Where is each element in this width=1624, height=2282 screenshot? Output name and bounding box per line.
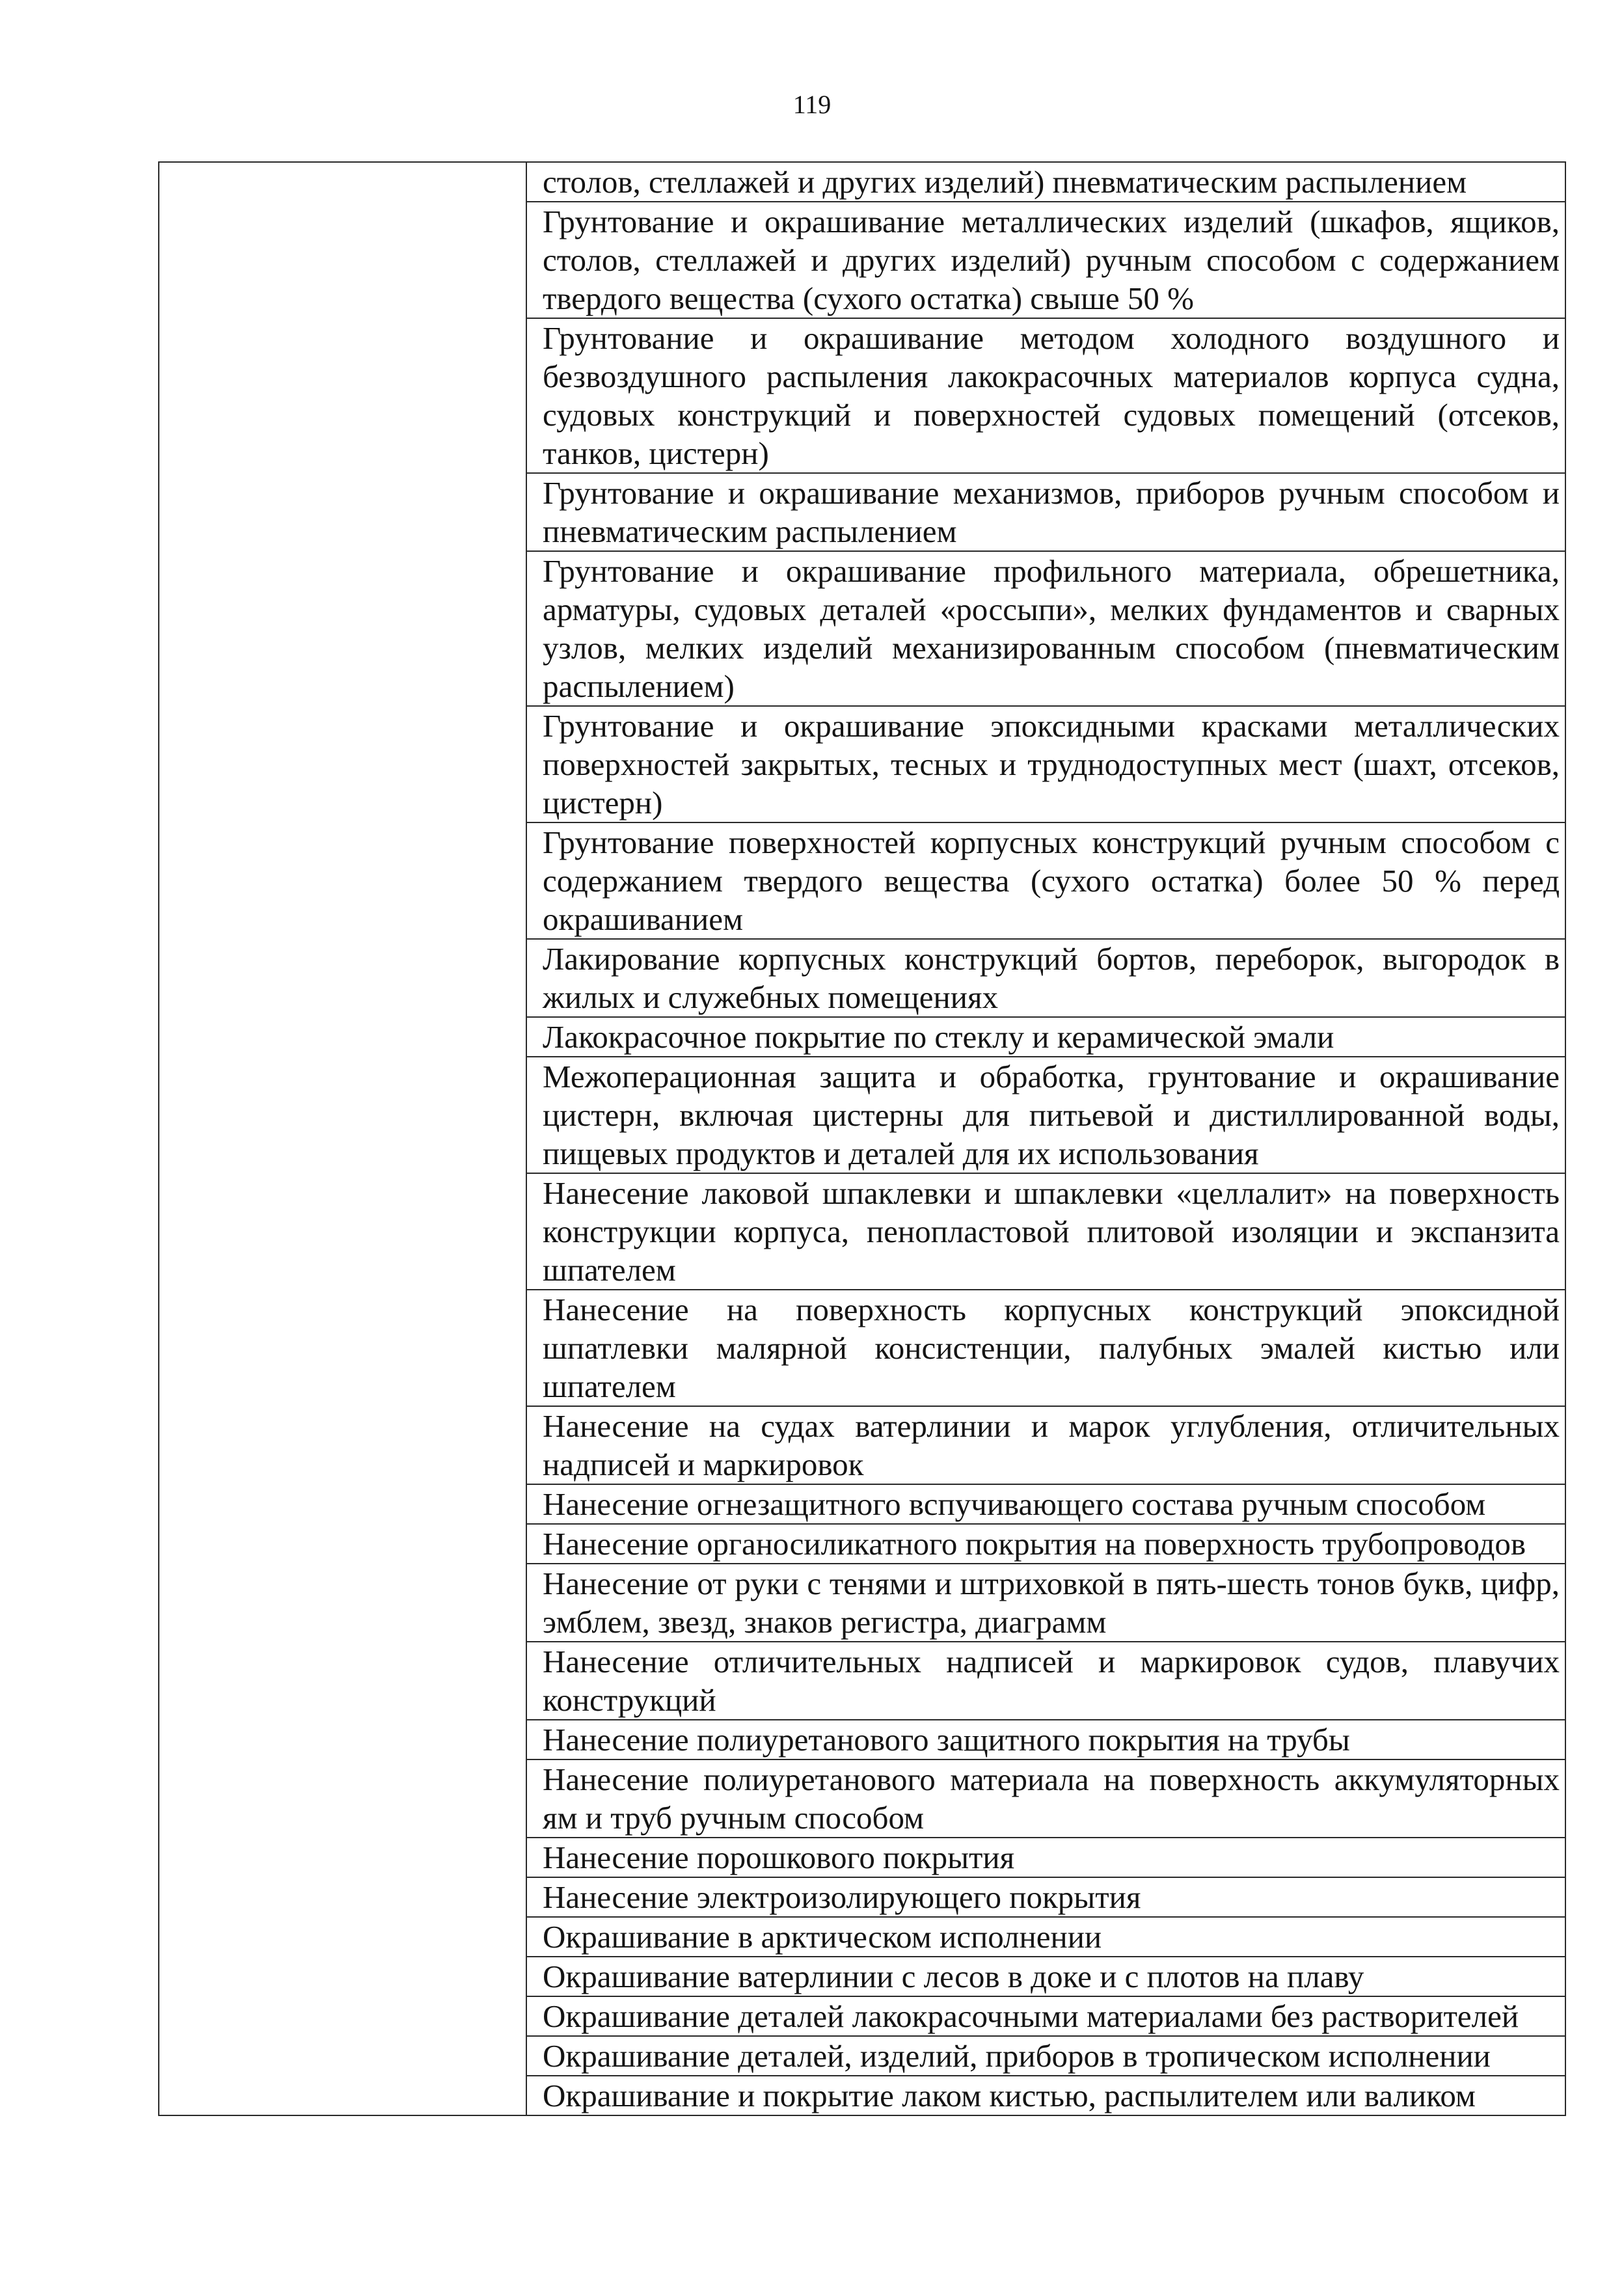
- table-cell: [526, 473, 1565, 551]
- table-cell: [526, 1173, 1565, 1290]
- table-cell: [526, 822, 1565, 939]
- table-cell: [526, 1564, 1565, 1642]
- cell-text: Грунтование поверхностей корпусных конструкций ручным способом с содержанием твердого вещества (сухого остатка) более 50 % перед окрашиванием: [543, 824, 1560, 937]
- table-cell: [526, 1957, 1565, 1996]
- table-cell: [526, 551, 1565, 706]
- table-cell: [526, 202, 1565, 318]
- cell-text: Нанесение органосиликатного покрытия на поверхность трубопроводов: [543, 1526, 1526, 1562]
- table-cell: [526, 162, 1565, 202]
- table-cell: [526, 1720, 1565, 1759]
- cell-text: столов, стеллажей и других изделий) пневматическим распылением: [543, 164, 1467, 200]
- cell-text: Окрашивание в арктическом исполнении: [543, 1919, 1102, 1955]
- cell-text: Окрашивание деталей, изделий, приборов в тропическом исполнении: [543, 2038, 1491, 2074]
- cell-text: Нанесение от руки с тенями и штриховкой в пять-шесть тонов букв, цифр, эмблем, звезд, знаков регистра, диаграмм: [543, 1566, 1560, 1640]
- cell-text: Грунтование и окрашивание методом холодного воздушного и безвоздушного распыления лакокрасочных материалов корпуса судна, судовых конструкций и поверхностей судовых помещений (отсеков, танков, цистерн): [543, 320, 1560, 471]
- cell-text: Грунтование и окрашивание профильного материала, обрешетника, арматуры, судовых деталей «россыпи», мелких фундаментов и сварных узлов, мелких изделий механизированным способом (пневматическим распылением): [543, 553, 1560, 704]
- table-cell: [526, 1759, 1565, 1838]
- work-types-table: [158, 161, 1566, 2116]
- table-cell: [526, 1642, 1565, 1720]
- table-cell: [526, 1017, 1565, 1057]
- table-cell: [526, 1877, 1565, 1917]
- cell-text: Лакокрасочное покрытие по стеклу и керамической эмали: [543, 1019, 1334, 1055]
- cell-text: Окрашивание и покрытие лаком кистью, распылителем или валиком: [543, 2078, 1476, 2113]
- table-cell: [526, 1290, 1565, 1406]
- cell-text: Нанесение лаковой шпаклевки и шпаклевки «целлалит» на поверхность конструкции корпуса, пенопластовой плитовой изоляции и экспанзита шпателем: [543, 1175, 1560, 1288]
- table-cell: [526, 2036, 1565, 2076]
- table-cell: [526, 939, 1565, 1017]
- cell-text: Нанесение огнезащитного вспучивающего состава ручным способом: [543, 1486, 1486, 1522]
- cell-text: Нанесение на поверхность корпусных конструкций эпоксидной шпатлевки малярной консистенции, палубных эмалей кистью или шпателем: [543, 1292, 1560, 1404]
- left-column-cell: [159, 162, 526, 2115]
- cell-text: Грунтование и окрашивание эпоксидными красками металлических поверхностей закрытых, тесных и труднодоступных мест (шахт, отсеков, цистерн): [543, 708, 1560, 821]
- cell-text: Нанесение полиуретанового защитного покрытия на трубы: [543, 1722, 1350, 1758]
- table-cell: [526, 2076, 1565, 2115]
- table-cell: [526, 706, 1565, 822]
- table-cell: [526, 1917, 1565, 1957]
- table-cell: [526, 1524, 1565, 1564]
- table-cell: [526, 1838, 1565, 1877]
- cell-text: Грунтование и окрашивание механизмов, приборов ручным способом и пневматическим распылением: [543, 475, 1560, 549]
- cell-text: Нанесение отличительных надписей и маркировок судов, плавучих конструкций: [543, 1644, 1560, 1718]
- table-cell: [526, 1996, 1565, 2036]
- cell-text: Лакирование корпусных конструкций бортов, переборок, выгородок в жилых и служебных помещениях: [543, 941, 1560, 1015]
- cell-text: Нанесение порошкового покрытия: [543, 1840, 1015, 1875]
- table-cell: [526, 318, 1565, 473]
- cell-text: Нанесение на судах ватерлинии и марок углубления, отличительных надписей и маркировок: [543, 1408, 1560, 1482]
- table-cell: [526, 1484, 1565, 1524]
- page-number: 119: [792, 90, 832, 119]
- cell-text: Нанесение полиуретанового материала на поверхность аккумуляторных ям и труб ручным способом: [543, 1761, 1560, 1836]
- cell-text: Межоперационная защита и обработка, грунтование и окрашивание цистерн, включая цистерны для питьевой и дистиллированной воды, пищевых продуктов и деталей для их использования: [543, 1059, 1560, 1171]
- cell-text: Окрашивание деталей лакокрасочными материалами без растворителей: [543, 1998, 1519, 2034]
- table-row: [159, 162, 1565, 202]
- cell-text: Нанесение электроизолирующего покрытия: [543, 1879, 1141, 1915]
- table-cell: [526, 1057, 1565, 1173]
- cell-text: Окрашивание ватерлинии с лесов в доке и с плотов на плаву: [543, 1959, 1364, 1994]
- cell-text: Грунтование и окрашивание металлических изделий (шкафов, ящиков, столов, стеллажей и других изделий) ручным способом с содержанием твердого вещества (сухого остатка) свыше 50 %: [543, 204, 1560, 316]
- table-cell: [526, 1406, 1565, 1484]
